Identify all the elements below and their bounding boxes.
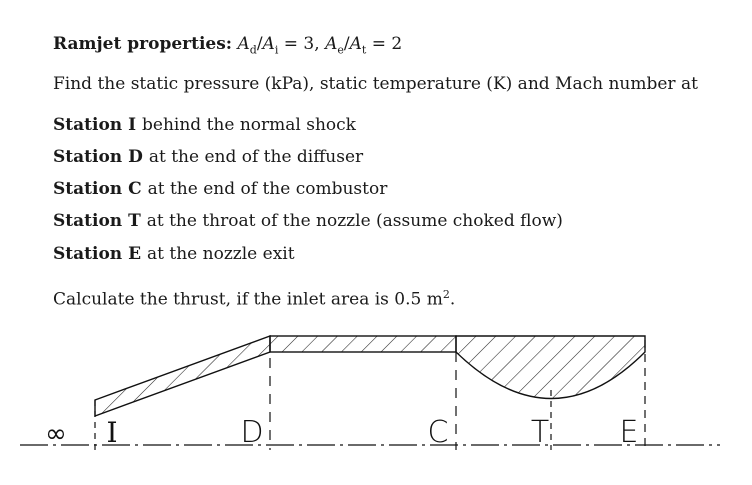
area-ratio-2-num-sub: e bbox=[337, 43, 344, 57]
area-ratio-2-den: A bbox=[349, 34, 362, 54]
ramjet-diagram bbox=[0, 300, 752, 485]
station-t-line bbox=[53, 211, 563, 231]
station-d-line bbox=[53, 147, 363, 167]
area-ratio-1-num: A bbox=[237, 34, 250, 54]
station-label: Station D bbox=[53, 147, 143, 167]
area-ratio-2-num: A bbox=[325, 34, 338, 54]
station-e-line bbox=[53, 244, 295, 264]
station-desc: at the end of the combustor bbox=[147, 179, 388, 199]
calculate-thrust-period: . bbox=[449, 289, 456, 310]
station-label-d: D bbox=[240, 415, 264, 450]
station-desc: at the end of the diffuser bbox=[148, 147, 364, 167]
ramjet-properties-label: Ramjet properties: bbox=[53, 34, 233, 54]
station-label-c: C bbox=[427, 415, 449, 450]
station-desc: behind the normal shock bbox=[142, 115, 356, 135]
ramjet-properties-line bbox=[53, 34, 402, 60]
nozzle-wall bbox=[456, 336, 645, 399]
station-label: Station C bbox=[53, 179, 142, 199]
area-ratio-2: $A_e/A_t = 2$ bbox=[325, 34, 403, 57]
find-instruction: Find the static pressure (kPa), static temperature (K) and Mach number at bbox=[53, 74, 698, 94]
area-ratio-1-num-sub: d bbox=[249, 43, 257, 57]
station-label-i: I bbox=[106, 416, 118, 449]
station-label-inf: ∞ bbox=[45, 419, 67, 449]
area-ratio-2-value: 2 bbox=[391, 34, 403, 54]
station-label-e: E bbox=[619, 415, 639, 450]
station-desc: at the nozzle exit bbox=[147, 244, 295, 264]
area-ratio-1-den: A bbox=[262, 34, 275, 54]
station-i-line bbox=[53, 115, 356, 135]
station-label: Station I bbox=[53, 115, 137, 135]
area-ratio-1: $A_d/A_i = 3$, bbox=[237, 34, 326, 57]
combustor-wall bbox=[270, 336, 456, 352]
area-ratio-1-value: 3 bbox=[303, 34, 315, 54]
area-ratio-2-den-sub: t bbox=[361, 43, 367, 57]
station-desc: at the throat of the nozzle (assume choked flow) bbox=[146, 211, 563, 231]
calculate-thrust-text: Calculate the thrust, if the inlet area is 0.5 m bbox=[53, 289, 443, 310]
station-label-t: T bbox=[530, 415, 550, 450]
area-ratio-1-den-sub: i bbox=[274, 43, 279, 57]
station-c-line bbox=[53, 179, 387, 199]
station-label: Station T bbox=[53, 211, 141, 231]
area-unit-exponent: 2 bbox=[442, 288, 450, 301]
station-label: Station E bbox=[53, 244, 142, 264]
diffuser-wall bbox=[95, 336, 270, 416]
